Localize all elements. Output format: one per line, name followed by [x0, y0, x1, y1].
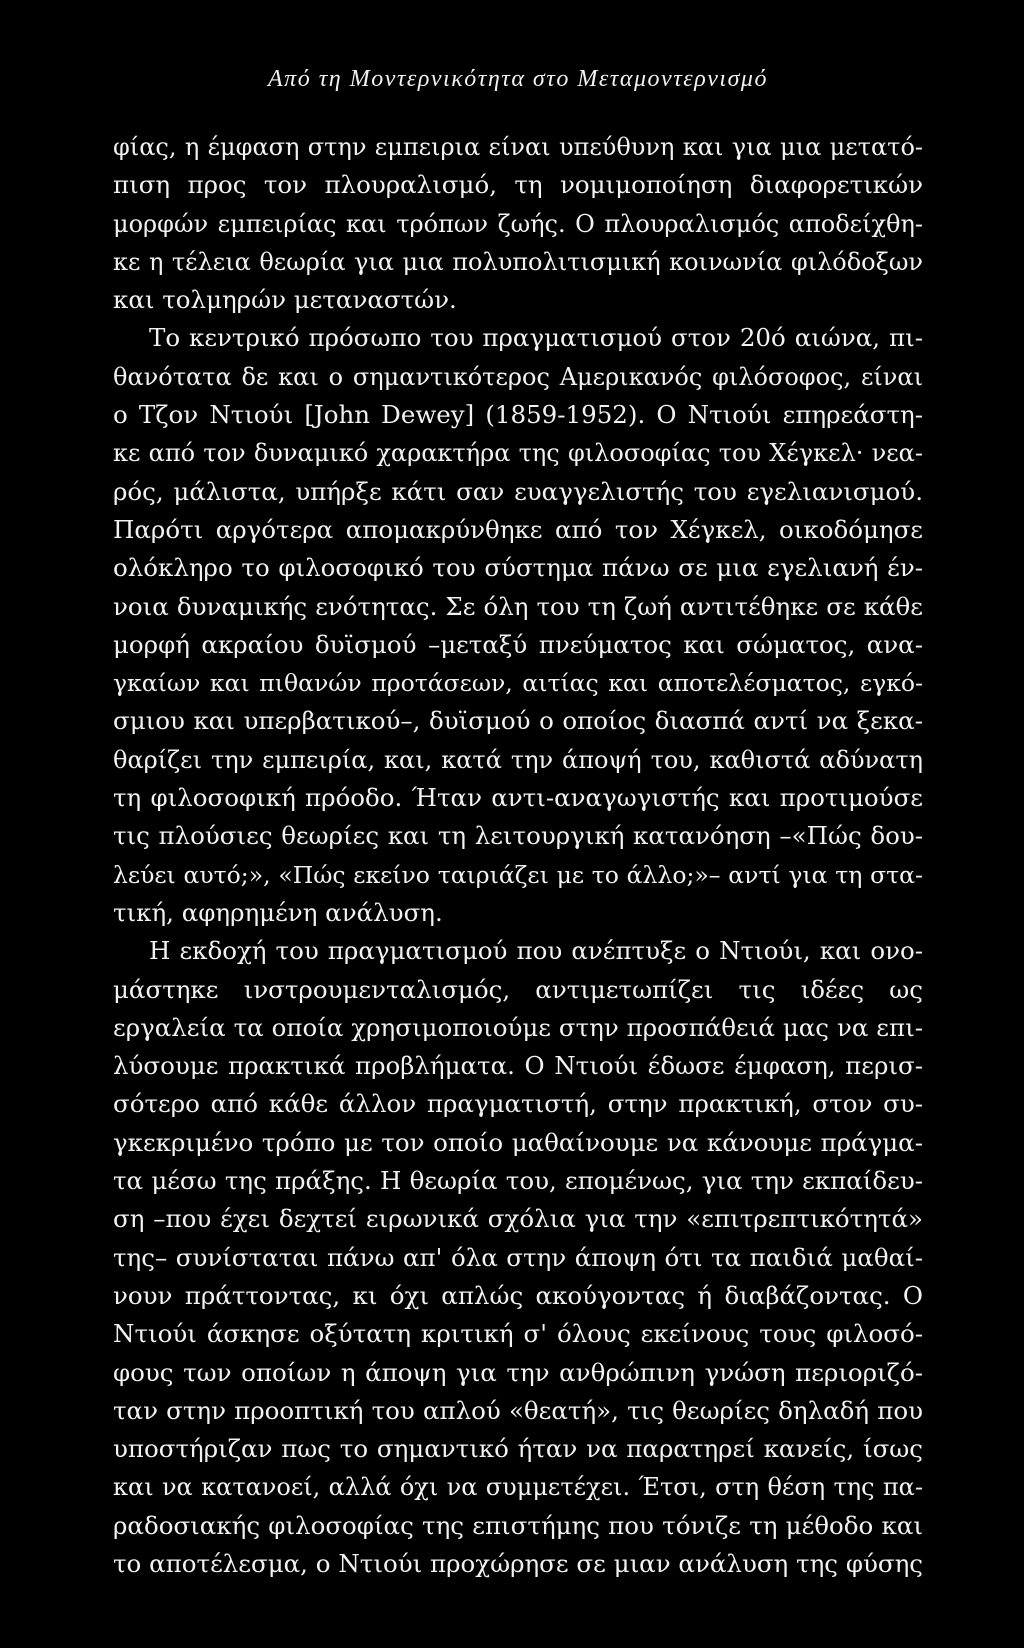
text-line: ταν στην προοπτική του απλού «θεατή», τις θεωρίες δηλαδή που [113, 1395, 923, 1425]
text-line: γκαίων και πιθανών προτάσεων, αιτίας και αποτελέσματος, εγκό- [113, 669, 923, 698]
paragraph-start-line: Το κεντρικό πρόσωπο του πραγματισμού στον 20ό αιώνα, πι- [149, 323, 923, 353]
text-line: ση –που έχει δεχτεί ειρωνικά σχόλια για την «επιτρεπτικότητά» [113, 1204, 923, 1234]
text-line: κε από τον δυναμικό χαρακτήρα της φιλοσοφίας του Χέγκελ· νεα- [113, 439, 923, 468]
text-line: πιση προς τον πλουραλισμό, τη νομιμοποίηση διαφορετικών [113, 170, 923, 200]
text-line: θανότατα δε και ο σημαντικότερος Αμερικανός φιλόσοφος, είναι [113, 362, 923, 391]
text-line: σότερο από κάθε άλλον πραγματιστή, στην πρακτική, στον συ- [113, 1089, 923, 1119]
text-line: τα μέσω της πράξης. Η θεωρία του, επομένως, για την εκπαίδευ- [113, 1166, 923, 1196]
text-line: νοια δυναμικής ενότητας. Σε όλη του τη ζωή αντιτέθηκε σε κάθε [113, 591, 923, 621]
text-line: υποστήριζαν πως το σημαντικό ήταν να παρατηρεί κανείς, ίσως [113, 1434, 923, 1464]
text-line: μορφή ακραίου δυϊσμού –μεταξύ πνεύματος και σώματος, ανα- [113, 629, 923, 659]
text-line: γκεκριμένο τρόπο με τον οποίο μαθαίνουμε να κάνουμε πράγμα- [113, 1127, 923, 1157]
text-line: και να κατανοεί, αλλά όχι να συμμετέχει. Έτσι, στη θέση της πα- [113, 1473, 923, 1502]
body-text [113, 128, 923, 1583]
text-line: λύσουμε πρακτικά προβλήματα. Ο Ντιούι έδωσε έμφαση, περισ- [113, 1051, 923, 1081]
text-line: το αποτέλεσμα, ο Ντιούι προχώρησε σε μιαν ανάλυση της φύσης [113, 1548, 923, 1578]
book-page [113, 0, 923, 1648]
running-head: Από τη Μοντερνικότητα στο Μεταμοντερνισμό [268, 66, 768, 92]
text-line: φους των οποίων η άποψη για την ανθρώπινη γνώση περιοριζό- [113, 1357, 923, 1387]
text-line: θαρίζει την εμπειρία, και, κατά την άποψή του, καθιστά αδύνατη [113, 745, 923, 774]
text-line: λεύει αυτό;», «Πώς εκείνο ταιριάζει με το άλλο;»– αντί για τη στα- [113, 860, 923, 889]
text-line: φίας, η έμφαση στην εμπειρια είναι υπεύθυνη και για μια μετατό- [113, 133, 923, 161]
paragraph-start-line: Η εκδοχή του πραγματισμού που ανέπτυξε ο Ντιούι, και ονο- [149, 936, 923, 966]
text-line: μάστηκε ινστρουμενταλισμός, αντιμετωπίζει τις ιδέες ως [113, 974, 923, 1004]
text-line: νουν πράττοντας, κι όχι απλώς ακούγοντας ή διαβάζοντας. Ο [113, 1280, 923, 1310]
text-line: ο Τζον Ντιούι [John Dewey] (1859-1952). Ο Ντιούι επηρεάστη- [113, 400, 923, 430]
text-line: και τολμηρών μεταναστών. [113, 285, 457, 315]
text-line: τις πλούσιες θεωρίες και τη λειτουργική κατανόηση –«Πώς δου- [113, 821, 923, 851]
text-line: ολόκληρο το φιλοσοφικό του σύστημα πάνω σε μια εγελιανή έν- [113, 553, 923, 583]
text-line: της– συνίσταται πάνω απ' όλα στην άποψη ότι τα παιδιά μαθαί- [113, 1242, 923, 1272]
text-line: Ντιούι άσκησε οξύτατη κριτική σ' όλους εκείνους τους φιλοσό- [113, 1319, 923, 1349]
text-line: εργαλεία τα οποία χρησιμοποιούμε στην προσπάθειά μας να επι- [113, 1012, 923, 1042]
text-line: σμιου και υπερβατικού–, δυϊσμού ο οποίος διασπά αντί να ξεκα- [113, 706, 923, 736]
text-line: τη φιλοσοφική πρόοδο. Ήταν αντι-αναγωγιστής και προτιμούσε [113, 783, 923, 813]
text-line: μορφών εμπειρίας και τρόπων ζωής. Ο πλουραλισμός αποδείχθη- [113, 209, 923, 238]
text-line: κε η τέλεια θεωρία για μια πολυπολιτισμική κοινωνία φιλόδοξων [113, 247, 923, 276]
text-line: ραδοσιακής φιλοσοφίας της επιστήμης που τόνιζε τη μέθοδο και [113, 1510, 923, 1540]
text-line: Παρότι αργότερα απομακρύνθηκε από τον Χέγκελ, οικοδόμησε [113, 514, 923, 544]
text-line: ρός, μάλιστα, υπήρξε κάτι σαν ευαγγελιστής του εγελιανισμού. [113, 476, 923, 506]
text-line: τική, αφηρημένη ανάλυση. [113, 897, 443, 927]
